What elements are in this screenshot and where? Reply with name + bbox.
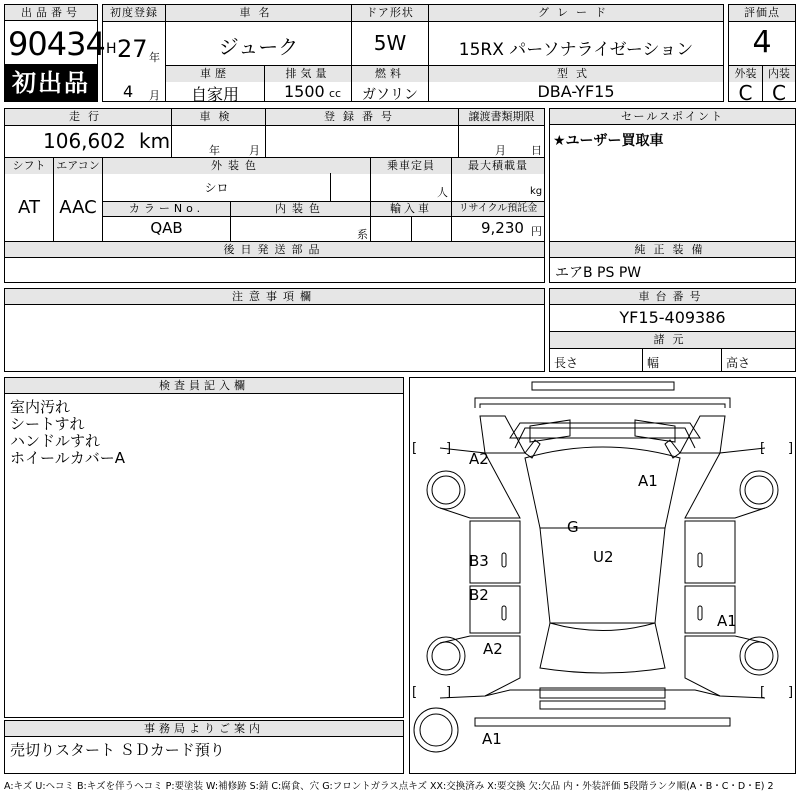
shift-value: AT [18, 197, 40, 218]
dimension-width-label: 幅 [647, 356, 660, 370]
dimension-length-label: 長さ [554, 356, 579, 370]
registration-year-unit: 年 [149, 51, 160, 64]
equipment-value: エアB PS PW [555, 265, 642, 281]
mileage-value: 106,602 [43, 129, 126, 153]
header-grid [102, 4, 724, 102]
inspection-label: 車検 [172, 109, 265, 125]
office-label: 事務局よりご案内 [5, 721, 403, 737]
max-load-label: 最大積載量 [452, 158, 544, 174]
max-load-unit: kg [530, 186, 543, 197]
inspector-line: ホイールカバーA [10, 449, 125, 467]
caution-box [4, 288, 545, 372]
color-no-label: カラーNo. [103, 202, 230, 216]
registration-label: 初度登録 [103, 5, 165, 21]
car-diagram [409, 377, 796, 774]
damage-mark: B2 [469, 586, 489, 604]
model-label: 型式 [429, 66, 723, 82]
fuel-value: ガソリン [362, 87, 418, 103]
fuel-label: 燃料 [352, 66, 428, 82]
bracket-left-front-close: ] [446, 441, 452, 456]
int-color-label: 内装色 [231, 202, 370, 216]
door-value: 5W [373, 31, 407, 55]
equipment-label: 純正装備 [550, 242, 795, 258]
exterior-grade-label: 外装 [729, 66, 762, 82]
transfer-month-unit: 月 [495, 144, 506, 157]
color-no-value: QAB [150, 219, 183, 237]
transfer-label: 譲渡書類期限 [459, 109, 544, 125]
score-box [728, 4, 796, 105]
office-value: 売切りスタート ＳＤカード預り [10, 741, 225, 759]
chassis-label: 車台番号 [550, 289, 795, 305]
inspector-line: シートすれ [10, 415, 85, 433]
damage-mark: U2 [593, 548, 614, 566]
sales-point-box [549, 108, 796, 242]
shift-label: シフト [5, 158, 53, 174]
chassis-box [549, 288, 796, 372]
sales-point-label: セールスポイント [550, 109, 795, 125]
bracket-right-rear-close: ] [788, 685, 794, 700]
bracket-left-rear: [ [412, 685, 418, 700]
score-value: 4 [752, 25, 772, 60]
history-label: 車歴 [166, 66, 264, 82]
inspection-month-unit: 月 [249, 144, 260, 157]
front-hood-outline [475, 398, 730, 408]
capacity-label: 乗車定員 [371, 158, 451, 174]
dimensions-label: 諸元 [550, 332, 795, 348]
interior-grade-label: 内装 [763, 66, 795, 82]
damage-mark: A2 [469, 450, 489, 468]
registration-month-unit: 月 [149, 89, 160, 102]
car-name-label: 車名 [166, 5, 351, 21]
caution-label: 注意事項欄 [5, 289, 544, 305]
displacement-unit: cc [329, 87, 342, 100]
damage-mark: G [567, 518, 579, 536]
aircon-value: AAC [59, 197, 97, 218]
door-label: ドア形状 [352, 5, 428, 21]
inspector-box [4, 377, 404, 718]
cabin-shape [540, 528, 665, 631]
recycle-label: リサイクル預託金 [452, 202, 544, 216]
damage-mark: A1 [638, 472, 658, 490]
inspector-line: 室内汚れ [10, 398, 71, 416]
grade-value: 15RX パーソナライゼーション [458, 40, 694, 60]
bracket-right-rear: [ [760, 685, 766, 700]
bracket-right-front-close: ] [788, 441, 794, 456]
bracket-left-front: [ [412, 441, 418, 456]
score-label: 評価点 [729, 5, 795, 21]
first-sale-badge: 初出品 [5, 64, 97, 101]
spec-grid [4, 108, 545, 242]
dimension-height-label: 高さ [726, 356, 751, 370]
door-right-front [685, 521, 735, 583]
later-parts-label: 後日発送部品 [5, 242, 544, 258]
wheel-rear-right [740, 637, 778, 675]
registration-year: 27 [117, 35, 148, 63]
equipment-box [549, 241, 796, 283]
inspector-label: 検査員記入欄 [5, 378, 403, 394]
damage-mark: A1 [482, 730, 502, 748]
model-value: DBA-YF15 [537, 82, 615, 101]
interior-grade-value: C [772, 81, 786, 105]
ext-color-label: 外装色 [103, 158, 370, 174]
legend-text: A:キズ U:ヘコミ B:キズを伴うヘコミ P:要塗装 W:補修跡 S:錆 C:腐食、穴 G:フロントガラス点キズ XX:交換済み X:要交換 欠:欠品 内・外装評価 5段階ランク順(A・B・C・D・E) 2 [4, 781, 774, 792]
recycle-value: 9,230 [481, 219, 524, 237]
mileage-label: 走行 [5, 109, 171, 125]
mileage-unit: km [139, 129, 171, 153]
registration-month: 4 [123, 82, 134, 101]
lot-box [4, 4, 105, 102]
later-parts-box [4, 241, 545, 283]
car-diagram-svg [410, 378, 795, 773]
reg-number-label: 登録番号 [266, 109, 458, 125]
bracket-left-rear-close: ] [446, 685, 452, 700]
displacement-label: 排気量 [265, 66, 351, 82]
recycle-unit: 円 [531, 225, 542, 238]
damage-mark: A2 [483, 640, 503, 658]
damage-mark: B3 [469, 552, 489, 570]
wheel-rear-left [427, 637, 465, 675]
ext-color-value: シロ [204, 181, 229, 195]
wheel-front-left [427, 471, 465, 509]
inspector-line: ハンドルすれ [10, 432, 101, 450]
wheel-front-right [740, 471, 778, 509]
history-value: 自家用 [190, 85, 239, 104]
registration-era: H [106, 41, 117, 57]
lot-number: 90434 [8, 25, 105, 63]
car-name-value: ジューク [218, 35, 299, 59]
bracket-right-front: [ [760, 441, 766, 456]
inspection-year-unit: 年 [209, 144, 220, 157]
capacity-unit: 人 [437, 186, 448, 199]
aircon-label: エアコン [54, 158, 102, 174]
chassis-value: YF15-409386 [619, 308, 726, 327]
transfer-day-unit: 日 [531, 144, 542, 157]
damage-mark: A1 [717, 612, 737, 630]
spare-wheel [414, 708, 458, 752]
int-color-unit: 系 [357, 228, 368, 241]
sales-point-value: ★ユーザー買取車 [553, 133, 664, 149]
front-bumper-shape [532, 382, 674, 390]
exterior-grade-value: C [738, 81, 753, 105]
displacement-value: 1500 [284, 82, 325, 101]
office-box [4, 720, 404, 774]
import-label: 輸入車 [371, 202, 451, 216]
grade-label: グレード [429, 5, 723, 21]
lot-label: 出品番号 [5, 5, 97, 21]
